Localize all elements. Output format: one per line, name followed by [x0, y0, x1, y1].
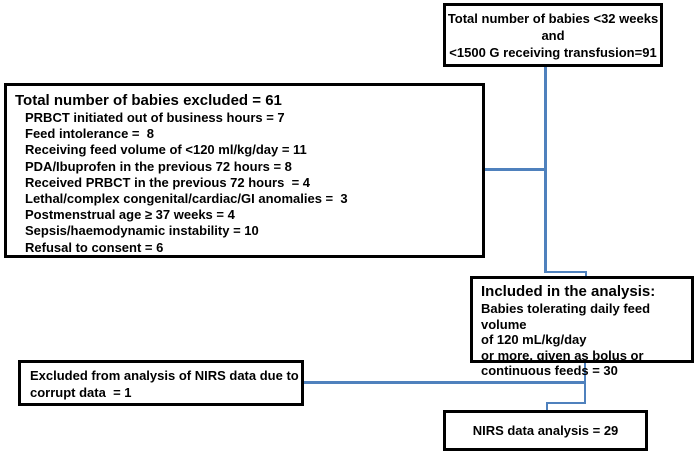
excluded-item: Refusal to consent = 6: [25, 239, 164, 255]
box-nirs-excluded: [18, 360, 304, 406]
connector-excluded-branch: [484, 168, 546, 171]
excluded-item: PRBCT initiated out of business hours = 7: [25, 110, 285, 125]
included-title: Included in the analysis:: [481, 283, 656, 300]
total-population-line: <1500 G receiving transfusion=91: [449, 45, 657, 60]
box-total-population: [443, 3, 663, 67]
included-line: or more, given as bolus or: [481, 347, 644, 363]
connector-total-to-included-jog: [544, 271, 587, 274]
excluded-item: Sepsis/haemodynamic instability = 10: [25, 223, 259, 239]
included-line: continuous feeds = 30: [481, 363, 618, 379]
nirs-analysis-label: NIRS data analysis = 29: [472, 423, 619, 438]
excluded-item: Lethal/complex congenital/cardiac/GI anomalies = 3: [25, 191, 348, 207]
connector-nirs-excluded-branch: [303, 381, 586, 384]
connector-included-to-nirs-jog: [546, 402, 587, 405]
box-excluded: [4, 83, 485, 258]
excluded-item: Feed intolerance = 8: [25, 126, 154, 142]
excluded-item: Receiving feed volume of <120 ml/kg/day = 11: [25, 142, 307, 158]
box-included: [470, 276, 694, 379]
excluded-item: PDA/Ibuprofen in the previous 72 hours = 8: [25, 158, 292, 174]
excluded-item: Postmenstrual age ≥ 37 weeks = 4: [25, 207, 235, 223]
excluded-item: Received PRBCT in the previous 72 hours = 4: [25, 174, 311, 190]
excluded-title: Total number of babies excluded = 61: [15, 92, 282, 109]
total-population-line: and: [541, 28, 565, 43]
included-line: Babies tolerating daily feed volume: [481, 301, 651, 332]
nirs-excluded-line: Excluded from analysis of NIRS data due to: [30, 368, 299, 383]
box-nirs-analysis: [443, 410, 648, 451]
nirs-excluded-line: corrupt data = 1: [30, 384, 132, 400]
included-line: of 120 mL/kg/day: [481, 332, 587, 348]
total-population-line: Total number of babies <32 weeks: [447, 11, 659, 26]
